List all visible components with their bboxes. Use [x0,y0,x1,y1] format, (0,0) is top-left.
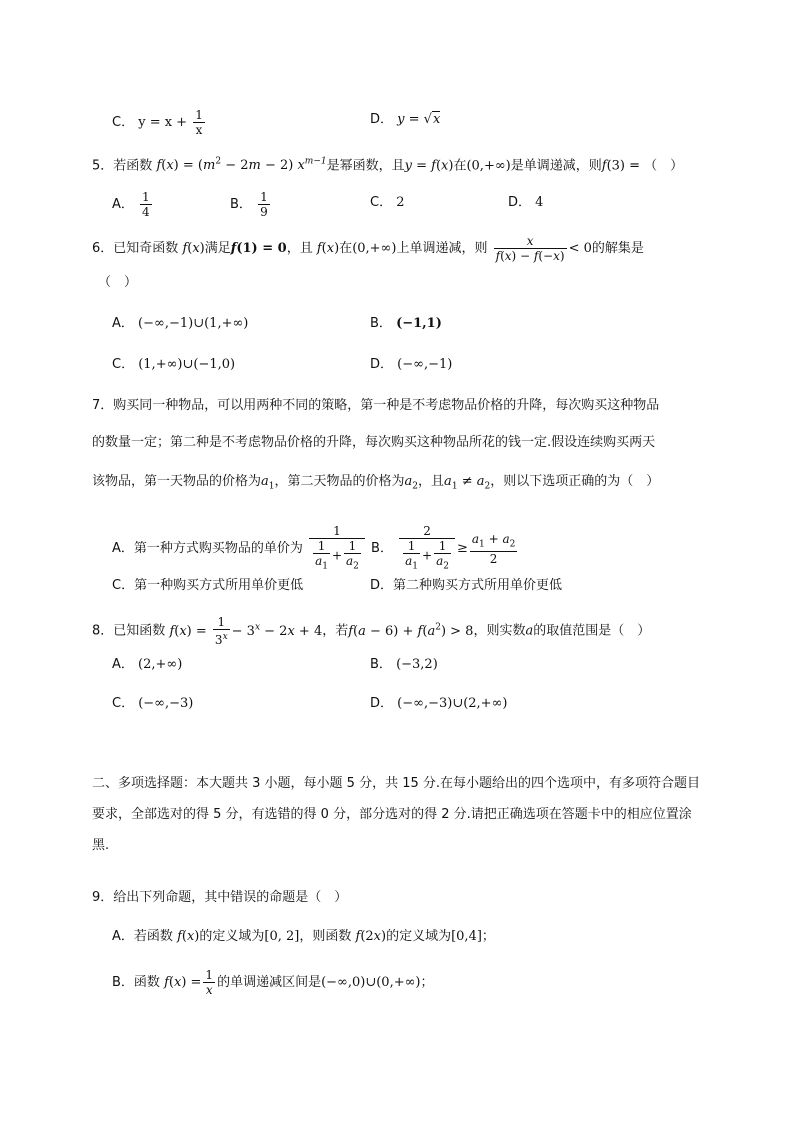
q9-b-text-2: 的单调递减区间是 [217,975,322,990]
q8-function: f(x) = $\frac{1}{3^x}$ − $3^x - 2x + 4$ [169,615,323,647]
question-number: 8． [92,623,114,639]
question-number: 9． [92,890,114,905]
q6-text-6: 的解集是 [591,241,644,256]
option-label: D． [370,357,394,372]
q8-option-c [112,694,193,714]
option-label: A． [112,929,134,944]
q6-text-2: 满足 [204,241,231,256]
q9-b-interval: (−∞,0)∪(0,+∞) [321,975,421,990]
option-label: A． [112,197,134,212]
q5-option-a [112,190,154,219]
q5-formula-3: f(3) [601,158,625,174]
q6-fraction: $\frac{x}{f(x) - f(-x)}$ [495,234,565,263]
option-value: (−∞,−3)∪(2,+∞) [397,696,508,711]
q9-text: 给出下列命题，其中错误的命题是（ ） [113,890,348,905]
q6-text-5: 上单调递减，则 [396,241,488,256]
a1-neq-a2: $a_1 \ne a_2$ [444,474,491,492]
q5-text-2: 是幂函数，且 [326,158,405,174]
option-label: C． [112,578,135,593]
q9-a-text-4: 的定义域为 [386,929,452,944]
q6-stem [92,234,644,263]
q5-formula-2: y = f(x) [404,158,454,174]
q9-a-domain-1: [0, 2] [264,929,300,944]
q8-text-3: ，则实数 [473,623,526,639]
q7-option-d [370,576,562,596]
option-label: D． [370,578,394,593]
q5-interval: (0,+∞) [466,158,511,174]
q7-line-1 [92,396,659,416]
q7-text-3a: 该物品，第一天物品的价格为 [92,474,262,489]
q7-option-c [112,576,303,596]
price-a2: $a_2$ [404,474,419,492]
q9-b-text-1: 函数 [133,975,160,990]
q9-b-function: f(x) = $\frac{1}{x}$ [164,968,214,997]
question-number: 7． [92,398,114,413]
q5-text-1: 若函数 [113,158,153,174]
q9-a-text-1: 若函数 [133,929,173,944]
option-label: C． [112,115,135,130]
q4-option-c-formula: y = x + $\frac{1}{x}$ [138,108,203,137]
option-label: D． [508,195,532,210]
q5-text-5: （ ） [644,158,684,174]
q7-option-d-text: 第二种购买方式所用单价更低 [393,578,563,593]
option-label: B． [112,975,134,990]
q6-formula-3: f(x) [316,241,340,256]
option-value: (−1,1) [396,316,442,331]
q7-text-line-2: 的数量一定；第二种是不考虑物品价格的升降，每次购买这种物品所花的钱一定.假设连续购买两天 [92,435,656,450]
section-2-instructions: 二、多项选择题：本大题共 3 小题，每小题 5 分，共 15 分.在每小题给出的四个选项中，有多项符合题目要求，全部选对的得 5 分，有选错的得 0 分，部分选对的得 2 分.请把正确选项在答题卡中的相应位置涂黑. [92,776,701,853]
q5-stem: 5．若函数 $f(x) = (m^2 - 2m - 2)$ $x^{m-1}$是幂函数，且y = f(x)在(0,+∞)是单调递减，则f(3) = （ ） [92,157,684,174]
q5-option-d [508,193,543,213]
q8-option-d [370,694,507,714]
q6-formula-1: f(x) [182,241,205,256]
q6-formula-2: f(1) = 0 [230,241,287,256]
q8-text-4: 的取值范围是（ ） [533,623,651,639]
q6-text-1: 已知奇函数 [113,241,179,256]
option-value: (−∞,−1) [397,357,453,372]
q7-option-c-text: 第一种购买方式所用单价更低 [134,578,304,593]
q7-option-b-formula: 2 $\frac{1}{a_1}$ + $\frac{1}{a_2}$ [399,524,455,573]
q9-a-fx: f(x) [177,929,200,944]
option-label: A． [112,541,134,557]
q7-text-3d: ，则以下选项正确的为（ ） [490,474,660,489]
q6-interval: (0,+∞) [352,241,397,256]
option-value: (2,+∞) [138,657,183,672]
q8-stem [92,615,650,647]
q6-answer-paren [98,273,137,293]
option-value: (−∞,−1)∪(1,+∞) [138,316,249,331]
q9-a-domain-2: [0,4] [451,929,482,944]
q7-text-3b: ，第二天物品的价格为 [274,474,405,489]
fraction-one-quarter: $\frac{1}{4}$ [142,190,150,219]
q9-b-text-3: ； [420,975,434,990]
q8-text-2: ，若 [322,623,349,639]
q9-a-text-3: ，则函数 [299,929,352,944]
q5-formula-1: $f(x) = (m^2 - 2m - 2)$ $x^{m-1}$ [156,157,327,174]
q6-text-7: （ ） [98,275,138,290]
q6-option-b [370,314,442,334]
q7-options-ab [112,524,519,573]
q9-option-a [112,927,495,947]
q6-text-4: 在 [339,241,353,256]
q7-option-b-mean: $\frac{a_1 + a_2}{2}$ [471,531,516,566]
q6-option-a [112,314,248,334]
option-label: B． [370,316,392,331]
option-value: (1,+∞)∪(−1,0) [138,357,236,372]
option-label: C． [370,195,393,210]
question-number: 6． [92,241,114,256]
q5-text-3: 在 [453,158,467,174]
q7-line-3 [92,472,659,497]
option-label: A． [112,657,134,672]
option-label: C． [112,357,135,372]
q9-option-b [112,968,434,997]
fraction-one-ninth: $\frac{1}{9}$ [260,190,268,219]
q5-option-c [370,193,405,213]
option-value: 4 [535,195,544,210]
option-label: B． [370,657,392,672]
q7-text-3c: ，且 [418,474,445,489]
q7-option-a-text: 第一种方式购买物品的单价为 [133,541,303,557]
option-value: (−3,2) [396,657,438,672]
option-value: 2 [396,195,405,210]
q9-a-f2x: f(2x) [355,929,387,944]
q5-option-b [230,190,272,219]
q8-option-b [370,655,438,675]
price-a1: $a_1$ [261,474,275,492]
option-label: A． [112,316,134,331]
q4-option-d-formula: y = √x [397,112,441,127]
option-label: B． [371,541,393,557]
q8-option-a [112,655,182,675]
q9-a-text-5: ； [481,929,495,944]
q9-a-text-2: 的定义域为 [199,929,265,944]
q4-option-d [370,110,440,130]
q8-inequality: $f(a - 6) + f(a^2) > 8$ [348,622,474,639]
q7-line-2 [92,433,655,453]
q6-option-d [370,355,452,375]
q5-text-4: 是单调递减，则 [510,158,602,174]
option-label: D． [370,112,394,127]
geq-sign: ≥ [456,541,468,557]
option-value: (−∞,−3) [138,696,194,711]
q6-less-than-zero: < 0 [568,241,592,256]
option-label: B． [230,197,252,212]
option-label: C． [112,696,135,711]
q8-variable-a: a [525,623,534,639]
q4-option-c [112,108,207,137]
q6-option-c [112,355,235,375]
q7-option-a-formula: 1 $\frac{1}{a_1}$ + $\frac{1}{a_2}$ [309,524,365,573]
q8-text-1: 已知函数 [113,623,166,639]
question-number: 5． [92,158,114,174]
q9-stem [92,888,347,908]
q6-text-3: ，且 [286,241,313,256]
q7-text-line-1: 购买同一种物品，可以用两种不同的策略，第一种是不考虑物品价格的升降，每次购买这种物品 [113,398,660,413]
option-label: D． [370,696,394,711]
